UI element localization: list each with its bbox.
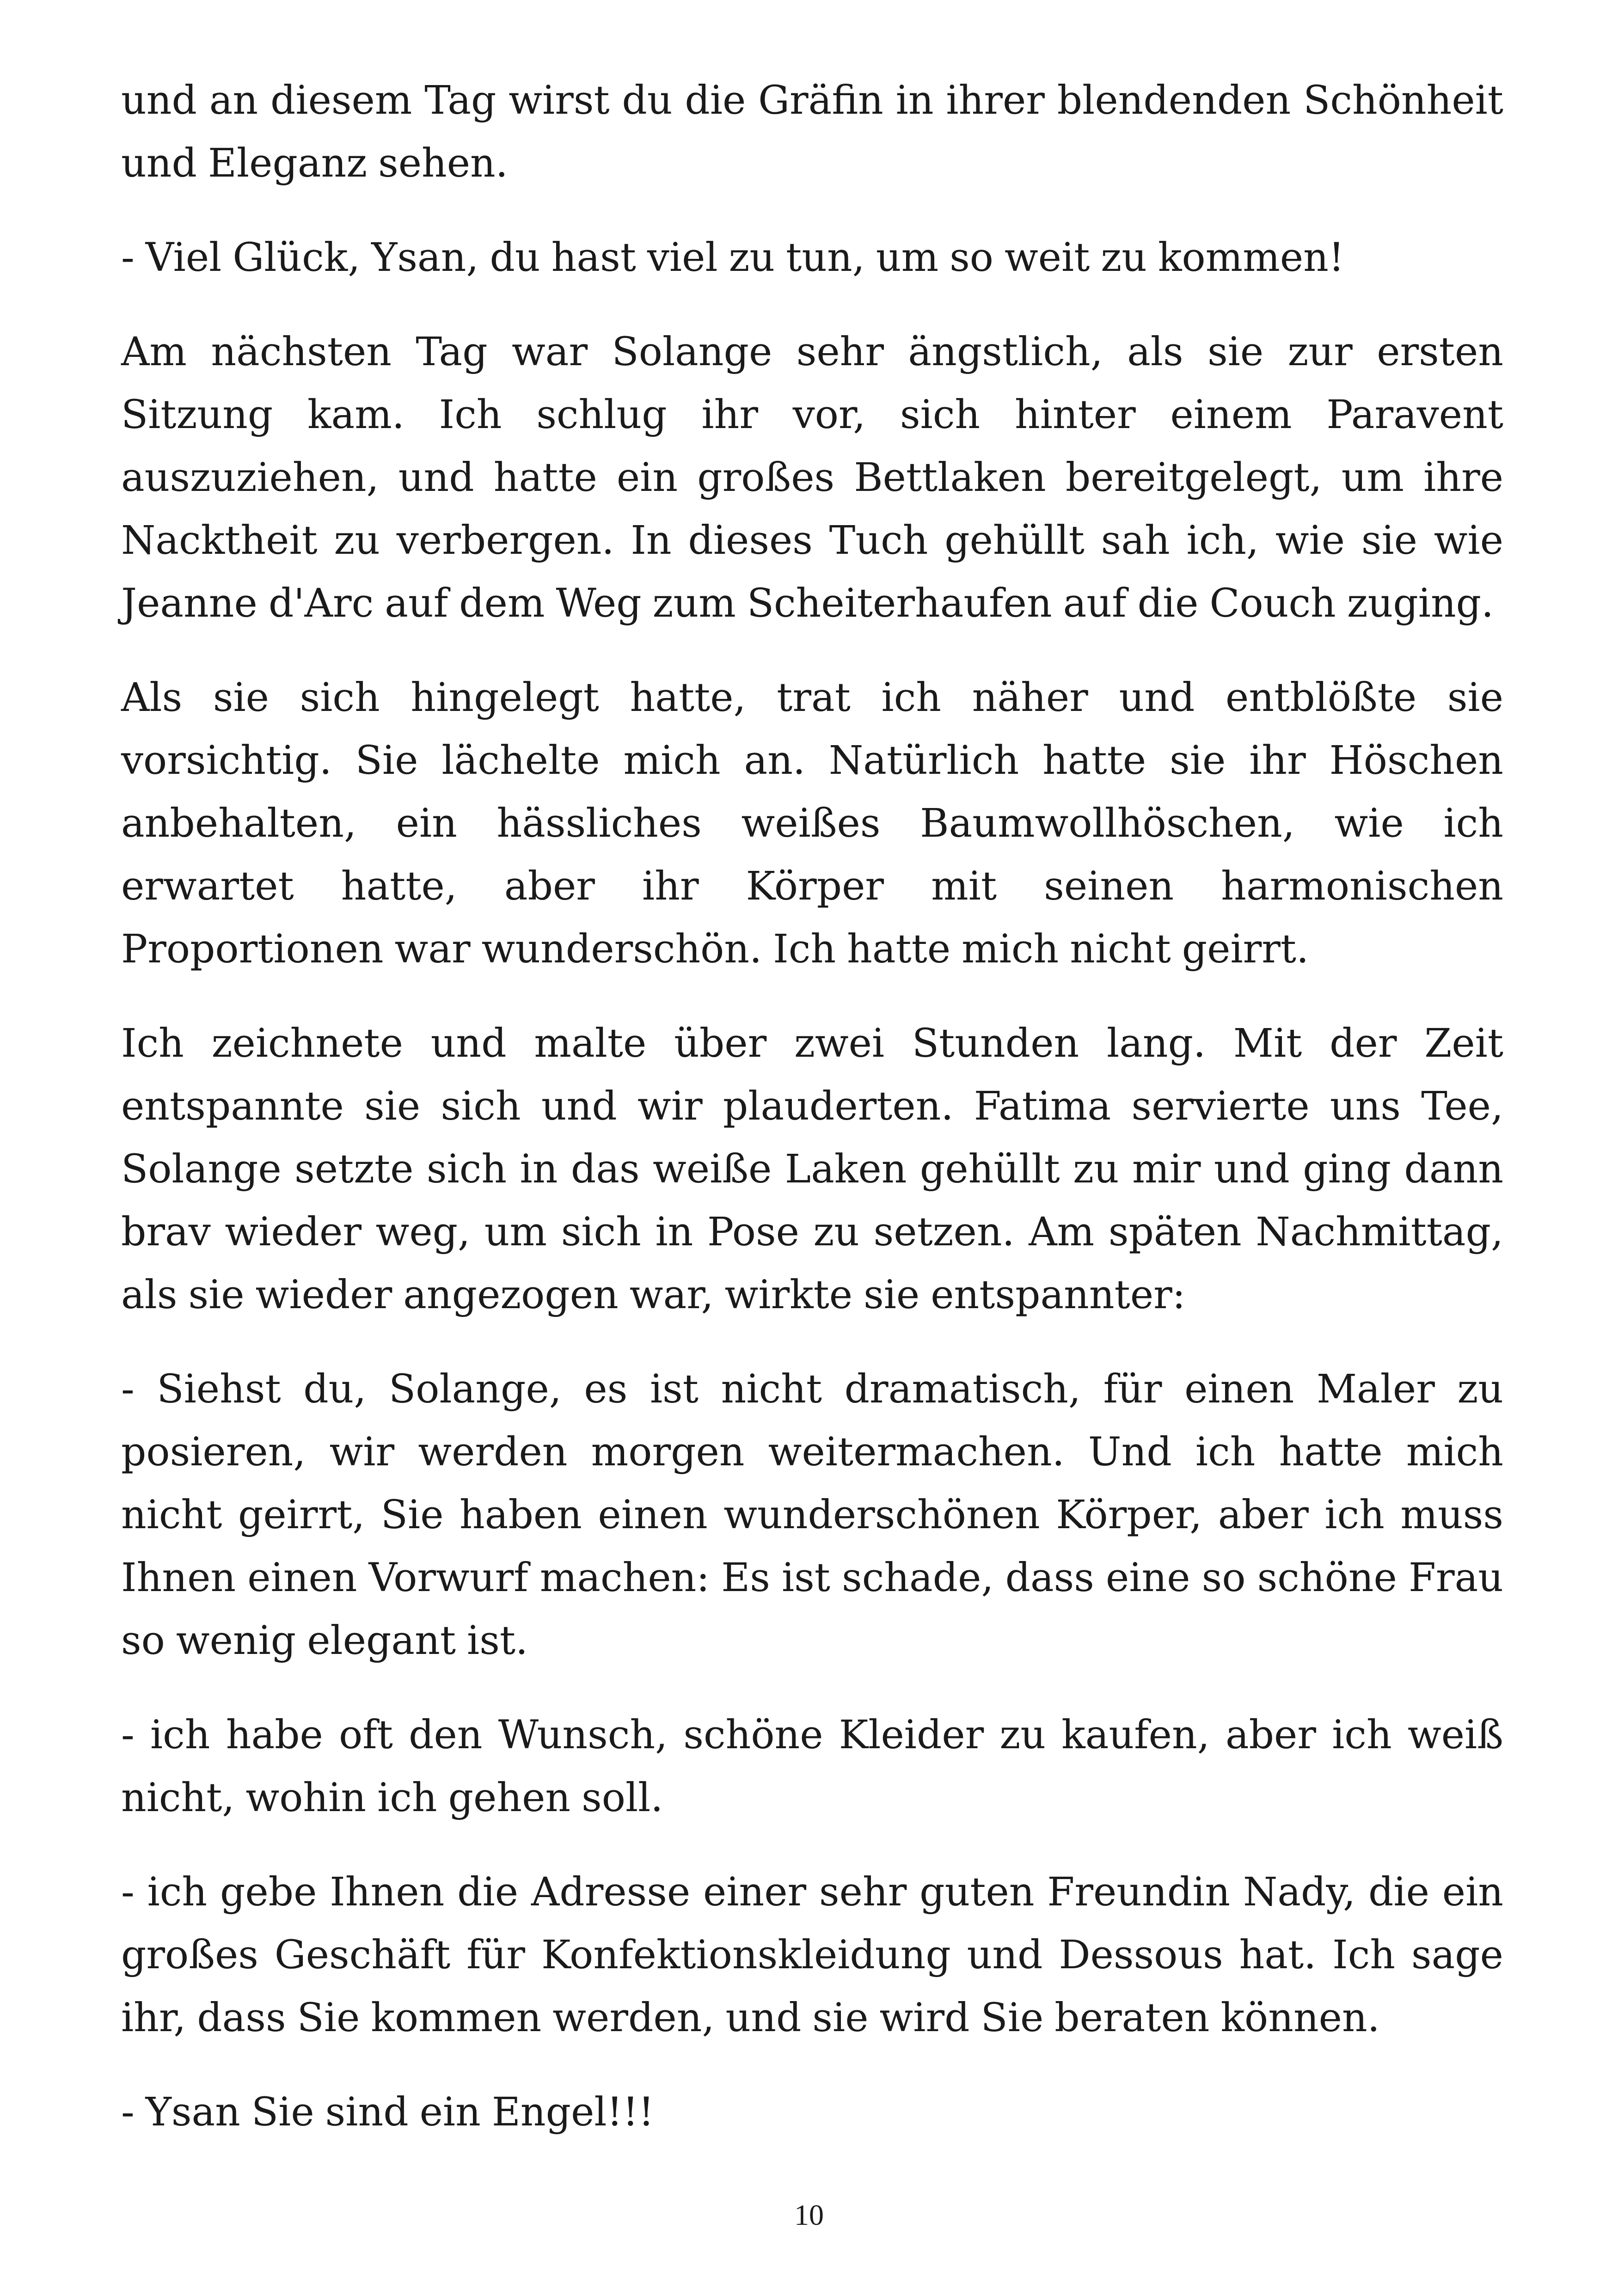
paragraph: - Ysan Sie sind ein Engel!!!: [121, 2089, 655, 2135]
paragraph: - ich gebe Ihnen die Adresse einer sehr guten Freundin Nady, die ein großes Geschäft für Konfektionskleidung und Dessous hat. Ich sage ihr, dass Sie kommen werden, und sie wird Sie beraten können.: [121, 1869, 1503, 2041]
page-number: 10: [794, 2198, 824, 2231]
paragraph: Als sie sich hingelegt hatte, trat ich näher und entblößte sie vorsichtig. Sie lächelte mich an. Natürlich hatte sie ihr Höschen anbehalten, ein hässliches weißes Baumwollhöschen, wie ich erwartet hatte, aber ihr Körper mit seinen harmonischen Proportionen war wunderschön. Ich hatte mich nicht geirrt.: [121, 675, 1503, 972]
body-text: [121, 69, 1503, 2175]
paragraph: Am nächsten Tag war Solange sehr ängstlich, als sie zur ersten Sitzung kam. Ich schlug ihr vor, sich hinter einem Paravent auszuziehen, und hatte ein großes Bettlaken bereitgelegt, um ihre Nacktheit zu verbergen. In dieses Tuch gehüllt sah ich, wie sie wie Jeanne d'Arc auf dem Weg zum Scheiterhaufen auf die Couch zuging.: [121, 329, 1503, 626]
paragraph: Ich zeichnete und malte über zwei Stunden lang. Mit der Zeit entspannte sie sich und wir plauderten. Fatima servierte uns Tee, Solange setzte sich in das weiße Laken gehüllt zu mir und ging dann brav wieder weg, um sich in Pose zu setzen. Am späten Nachmittag, als sie wieder angezogen war, wirkte sie entspannter:: [121, 1021, 1503, 1318]
paragraph: - Viel Glück, Ysan, du hast viel zu tun, um so weit zu kommen!: [121, 235, 1345, 281]
paragraph: - ich habe oft den Wunsch, schöne Kleider zu kaufen, aber ich weiß nicht, wohin ich gehen soll.: [121, 1712, 1503, 1821]
paragraph: und an diesem Tag wirst du die Gräfin in ihrer blendenden Schönheit und Eleganz sehen.: [121, 78, 1503, 186]
paragraph: - Siehst du, Solange, es ist nicht dramatisch, für einen Maler zu posieren, wir werden morgen weitermachen. Und ich hatte mich nicht geirrt, Sie haben einen wunderschönen Körper, aber ich muss Ihnen einen Vorwurf machen: Es ist schade, dass eine so schöne Frau so wenig elegant ist.: [121, 1366, 1503, 1664]
